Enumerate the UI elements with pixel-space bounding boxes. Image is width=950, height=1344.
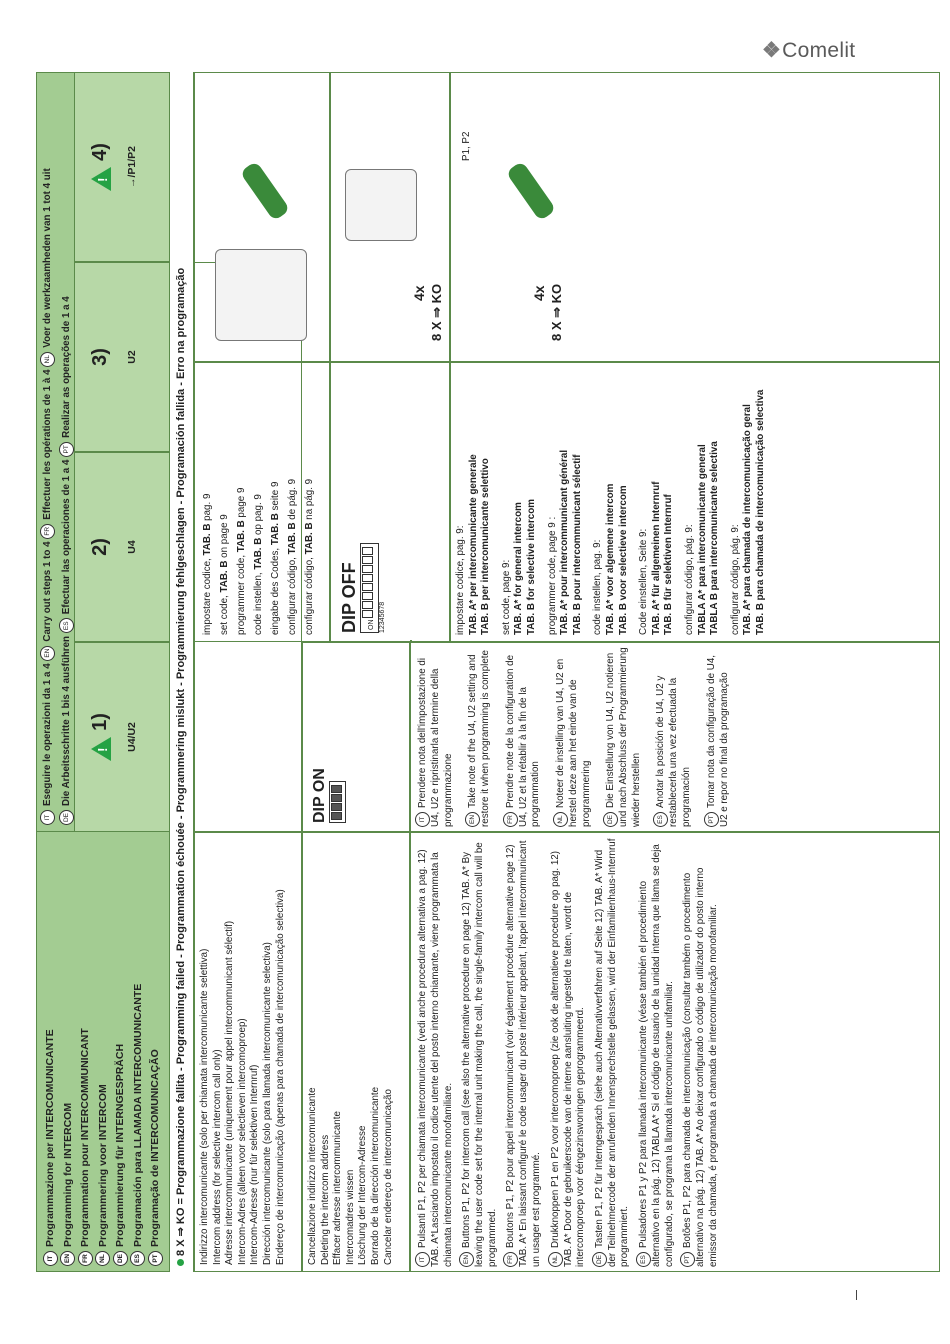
row3-code: configurar código, pág. 9: [729, 524, 741, 635]
row3-code: TAB. A* pour intercommunicant général [559, 449, 571, 635]
step1-note-pt [704, 647, 732, 827]
step-header-4 [74, 72, 170, 262]
dip-switch-off-icon [360, 544, 379, 634]
flag-icon-pt: PT [148, 1251, 163, 1266]
flag-icon-pt: PT [704, 812, 719, 827]
row2-step4 [330, 72, 450, 362]
p1-p2-label: P1, P2 [461, 131, 472, 161]
flag-icon-de: DE [59, 810, 74, 825]
row3-code: TAB. A* for general intercom [513, 502, 525, 635]
code-bold: TAB. B [202, 523, 213, 556]
row2-dip-on [302, 642, 410, 832]
row3-code: TAB. A* para chamada de intercomunicação geral [742, 404, 754, 635]
note-text: Prendere nota dell'impostazione di U4, U2 e ripristinarla al termine della programmazione [417, 657, 454, 827]
row3-code: Code einstellen, Seite 9: [638, 528, 650, 635]
row1-step4-illustration [194, 72, 330, 362]
dip-on-label: DIP ON [311, 768, 328, 823]
flag-icon-en: EN [465, 812, 480, 827]
header-title-nl [95, 836, 113, 1266]
row1-line: Intercom-Adres (alleen voor selectieven intercomoproep) [236, 1018, 248, 1265]
step-sub: U2 [126, 350, 138, 364]
row3-item-it [415, 837, 455, 1267]
row2-line: Cancellazione indirizzo intercomunicante [307, 1087, 318, 1265]
note-text: Anotar la posición de U4, U2 y restablecerla una vez efectuada la programación [655, 675, 692, 827]
code-bold: TAB. B [219, 560, 230, 593]
header-title-en [60, 836, 78, 1266]
page-tick-mark [856, 1290, 857, 1300]
code-pre: programmer code, [236, 552, 247, 635]
header-title-es [130, 836, 148, 1266]
flag-icon-es: ES [130, 1251, 145, 1266]
note-text: Die Einstellung von U4, U2 notieren und nach Abschluss der Programmierung wieder herstellen [605, 647, 642, 827]
flag-icon-it: IT [40, 810, 55, 825]
row1-line: Adresse intercommunicante (uniquement pour appel intercommunicant sélectif) [224, 920, 236, 1265]
flag-icon-es: ES [653, 812, 668, 827]
row1-code [284, 369, 301, 635]
flag-icon-nl: NL [40, 352, 55, 367]
instruction-text: Die Arbeitsschritte 1 bis 4 ausführen [61, 633, 73, 806]
row3-code: TAB. B voor selectieve intercom [617, 485, 629, 635]
code-post: seite 9 [270, 481, 281, 514]
row1-line: Endereço de intercomunicação (apenas para chamada de intercomunicação selectiva) [274, 889, 286, 1265]
row3-code: set code, page 9: [500, 559, 512, 635]
code-post: na pág. 9 [304, 478, 315, 523]
instruction-text: Realizar as operações de 1 a 4 [61, 296, 73, 438]
flag-icon-nl: NL [548, 1252, 563, 1267]
header-title-text: Programação de INTERCOMUNICAÇÃO [149, 1049, 161, 1247]
repeat-count-2: 4x [531, 285, 547, 301]
row3-step4 [450, 72, 940, 362]
flag-icon-fr: FR [503, 1252, 518, 1267]
instruction-text: Eseguire le operazioni da 1 a 4 [42, 660, 54, 806]
ko-label: 8 X ⇒ KO [429, 283, 444, 341]
row1-code [267, 369, 284, 635]
row1-line: Intercom address (for selective intercom call only) [211, 1049, 223, 1265]
rotated-instruction-table [36, 72, 940, 1272]
step1-note-en [465, 647, 493, 827]
note-text: Noteer de instelling van U4, U2 en herstel deze aan het einde van de programmering [555, 658, 592, 827]
row3-item-es [636, 837, 676, 1267]
ko-banner [170, 72, 194, 1272]
dip-numbers: 12345678 [379, 601, 386, 633]
header-title-it [42, 836, 60, 1266]
flag-icon-pt: PT [680, 1252, 695, 1267]
step-headers [74, 72, 170, 832]
step-number-text: 2) [89, 538, 111, 556]
row3-code: TABLA A* para intercomunicante general [696, 444, 708, 635]
header-title-text: Programming for INTERCOM [61, 1102, 74, 1247]
row3-item-en [459, 837, 499, 1267]
flag-icon-fr: FR [40, 524, 55, 539]
step-number-text: 4) [89, 143, 111, 161]
flag-icon-nl: NL [553, 812, 568, 827]
header-title-pt [147, 836, 165, 1266]
flag-icon-fr: FR [503, 812, 518, 827]
step-number-text: 3) [89, 348, 111, 366]
flag-icon-de: DE [603, 812, 618, 827]
logo-text: Comelit [782, 39, 856, 62]
row1-line: Indirizzo intercomunicante (solo per chiamata intercomunicante selettiva) [199, 948, 210, 1265]
flag-icon-de: DE [113, 1251, 128, 1266]
code-post: de pág. 9 [287, 478, 298, 523]
row1-line: Dirección intercomunicante (solo para llamada intercomunicante selectiva) [261, 942, 273, 1265]
finger-press-button-icon [506, 161, 557, 222]
row3-text: Drukknoppen P1 en P2 voor intercomoproep (zie ook de alternatieve procedure op pag. 12) TAB. A* Door de gebruikerscode van de interne aansluiting ingesteld te laten, wordt de intercomoproep voor ééngezinswoningen geprogrammeerd. [549, 850, 587, 1267]
row1-code [250, 369, 267, 635]
instruction-text: Carry out steps 1 to 4 [42, 538, 54, 642]
row3-text: Tasten P1, P2 für Interngespräch (siehe auch Alternativverfahren auf Seite 12) TAB. A* Wird der Teilnehmercode der anrufenden Innensprechstelle gelassen, wird der Einfamilienhaus-Internruf programmiert. [593, 838, 631, 1267]
row3-code: TAB. B for selective intercom [525, 499, 537, 635]
ko-label-2: 8 X ⇒ KO [549, 283, 564, 341]
code-pre: impostare codice, [202, 555, 213, 635]
flag-icon-pt: PT [59, 442, 74, 457]
note-text: Prendre note de la configuration de U4, U2 et la rétablir à la fin de la programmation [504, 654, 542, 827]
row3-item-nl [548, 837, 588, 1267]
row1-left [194, 832, 302, 1272]
header-titles [42, 836, 165, 1266]
code-bold: TAB. B [253, 537, 264, 570]
code-pre: configurar código, [304, 554, 315, 635]
step-sub: U4 [126, 540, 138, 554]
row1-code [301, 369, 318, 635]
header-title-text: Programmering voor INTERCOM [96, 1084, 109, 1247]
step-number [89, 453, 112, 641]
row1-code [233, 369, 250, 635]
step-header-3 [74, 262, 170, 452]
note-text: Tomar nota da configuração de U4, U2 e repor no final da programação [705, 654, 730, 827]
header-title-text: Programmazione per INTERCOMUNICANTE [44, 1029, 56, 1247]
step-number [89, 73, 112, 261]
flag-icon-en: EN [40, 646, 55, 661]
note-text: Take note of the U4, U2 setting and restore it when programming is complete [467, 650, 492, 827]
row3-text: Pulsadores P1 y P2 para llamada intercomunicante (véase también el procedimiento alternativo en la pág. 12) TABLA A* Si el código de usuario de la unidad interna que llama se deja configurado, se programa la llamada intercomunicante unifamiliar. [638, 844, 675, 1267]
comelit-logo [762, 38, 855, 63]
repeat-count: 4x [411, 285, 427, 301]
flag-icon-es: ES [636, 1252, 651, 1267]
flag-icon-it: IT [415, 812, 430, 827]
code-pre: set code, [219, 592, 230, 635]
header-title-text: Programación para LLAMADA INTERCOMUNICANTE [131, 983, 144, 1247]
row1-codes [194, 362, 330, 642]
row1-code [216, 369, 233, 635]
spacer [410, 640, 412, 642]
warning-triangle-icon [91, 737, 111, 761]
key-illustration [215, 249, 307, 341]
code-pre: code instellen, [253, 569, 264, 635]
row3-code: code instellen, pag. 9: [592, 539, 604, 635]
row3-code: TAB. B pour intercommunicant sélectif [571, 454, 583, 635]
row2-dip-off [330, 362, 450, 642]
step-header-2 [74, 452, 170, 642]
row3-text: Botões P1, P2 para chamada de intercomunicação (consultar também o procedimento alternativo na pág. 12) TAB. A* Ao deixar configurado o código de utilizador do posto interno emissor da chamada, é programada a chamada de intercomunicação monofamiliar. [682, 867, 719, 1267]
instruction-line-2 [59, 72, 74, 831]
flag-icon-it: IT [43, 1251, 58, 1266]
row2-line: Effacer adresse intercommunicante [332, 1111, 344, 1265]
logo-mark-icon: ❖ [762, 39, 782, 62]
warning-triangle-icon [91, 167, 111, 191]
row2-left [302, 832, 410, 1272]
row3-text: Pulsanti P1, P2 per chiamata intercomunicante (vedi anche procedura alternativa a pag. 12) TAB. A*Lasciando impostato il codice utente del posto interno chiamante, viene programmata la chiamata intercomunicante monofamiliare. [417, 849, 454, 1267]
ko-banner-text: 8 X ⇒ KO = Programmazione fallita - Programming failed - Programmation échouée - Programmering mislukt - Programmierung fehlgeschlagen - Programación fallida - Erro na programação [175, 267, 187, 1256]
flag-icon-fr: FR [78, 1251, 93, 1266]
row3-code: TABLA B para intercomunicante selectiva [709, 441, 721, 635]
flag-icon-es: ES [59, 618, 74, 633]
row3-code: TAB. B para chamada de intercomunicação selectiva [754, 389, 766, 635]
instruction-text: Effectuer les opérations de 1 à 4 [42, 366, 54, 520]
step-number [89, 643, 112, 831]
header-title-de [112, 836, 130, 1266]
warning-dot-icon [177, 1259, 184, 1266]
row2-line: Borrado de la dirección intercomunicante [369, 1086, 381, 1265]
row1-code [199, 369, 216, 635]
flag-icon-en: EN [60, 1251, 75, 1266]
code-bold: TAB. B [304, 522, 315, 555]
row2-line: Löschung der Intercom-Adresse [357, 1125, 369, 1265]
code-bold: TAB. B [270, 513, 281, 546]
row2-line: Deleting the intercom address [319, 1134, 331, 1265]
flag-icon-it: IT [415, 1252, 430, 1267]
dip-on-text: ON [368, 619, 375, 630]
instruction-text: Efectuar las operaciones de 1 a 4 [61, 456, 73, 615]
step-sub: U4/U2 [126, 722, 138, 752]
step1-note-de [603, 647, 643, 827]
finger-press-icon [240, 161, 291, 222]
code-post: pag. 9 [202, 493, 213, 524]
instruction-text: Voer de werkzaamheden van 1 tot 4 uit [42, 168, 54, 348]
dip-switch-on-icon [329, 781, 346, 823]
dip-off-label: DIP OFF [339, 562, 359, 633]
step-header-1 [74, 642, 170, 832]
step-number-text: 1) [89, 713, 111, 731]
row2-line: Cancelar endereço de intercomunicação [382, 1089, 394, 1265]
row3-text: Boutons P1, P2 pour appel intercommunicant (voir également procédure alternative page 12) TAB. A* En laissant configuré le code usager du poste intérieur appelant, l'appel intercommunicant un usager est programmé. [505, 840, 542, 1267]
board-illustration [345, 169, 417, 241]
row3-item-fr [503, 837, 543, 1267]
flag-icon-nl: NL [95, 1251, 110, 1266]
code-pre: eingabe des Codes, [270, 545, 281, 635]
row3-code: TAB. A* per intercomunicante generale [467, 454, 479, 635]
row2-line: Intercomadres wissen [344, 1169, 356, 1265]
row1-line: Intercom-Adresse (nur für selektiven Internruf) [249, 1064, 261, 1265]
step1-note-es [653, 647, 693, 827]
row3-code: TAB. A* voor algemene intercom [604, 483, 616, 635]
row3-code: TAB. A* für allgemeinen Internruf [650, 481, 662, 635]
flag-icon-en: EN [459, 1252, 474, 1267]
code-bold: TAB. B [236, 520, 247, 553]
row3-left [410, 832, 940, 1272]
code-bold: TAB. B [287, 522, 298, 555]
row3-code: TAB. B für selektiven Internruf [663, 494, 675, 635]
code-post: on page 9 [219, 514, 230, 561]
header-title-text: Programmation pour INTERCOMMUNICANT [79, 1028, 91, 1247]
row3-code: configurar código, pág. 9: [683, 524, 695, 635]
flag-icon-de: DE [592, 1252, 607, 1267]
step-sub: →/P1/P2 [126, 145, 138, 189]
code-post: op pag. 9 [253, 494, 264, 538]
step1-note-fr [503, 647, 543, 827]
row3-item-pt [680, 837, 720, 1267]
header-title-fr [77, 836, 95, 1266]
row3-codes [450, 362, 940, 642]
row3-code: TAB. B per intercomunicante selettivo [480, 458, 492, 635]
step1-note-nl [553, 647, 593, 827]
step1-notes [410, 642, 940, 832]
row3-item-de [592, 837, 632, 1267]
row3-code: programmer code, page 9 : [546, 516, 558, 635]
instruction-line-1 [36, 72, 59, 831]
instruction-row [36, 72, 74, 832]
row3-code: impostare codice, pag. 9: [455, 525, 466, 635]
code-post: page 9 [236, 487, 247, 521]
header-title-text: Programmierung für INTERNGESPRÄCH [114, 1043, 126, 1247]
step1-note-it [415, 647, 455, 827]
step-number [89, 263, 112, 451]
row3-text: Buttons P1, P2 for intercom call (see also the alternative procedure on page 12) TAB. A* By leaving the user code set for the internal unit making the call, the single-family intercom call will be programmed. [461, 842, 498, 1267]
code-pre: configurar código, [287, 554, 298, 635]
